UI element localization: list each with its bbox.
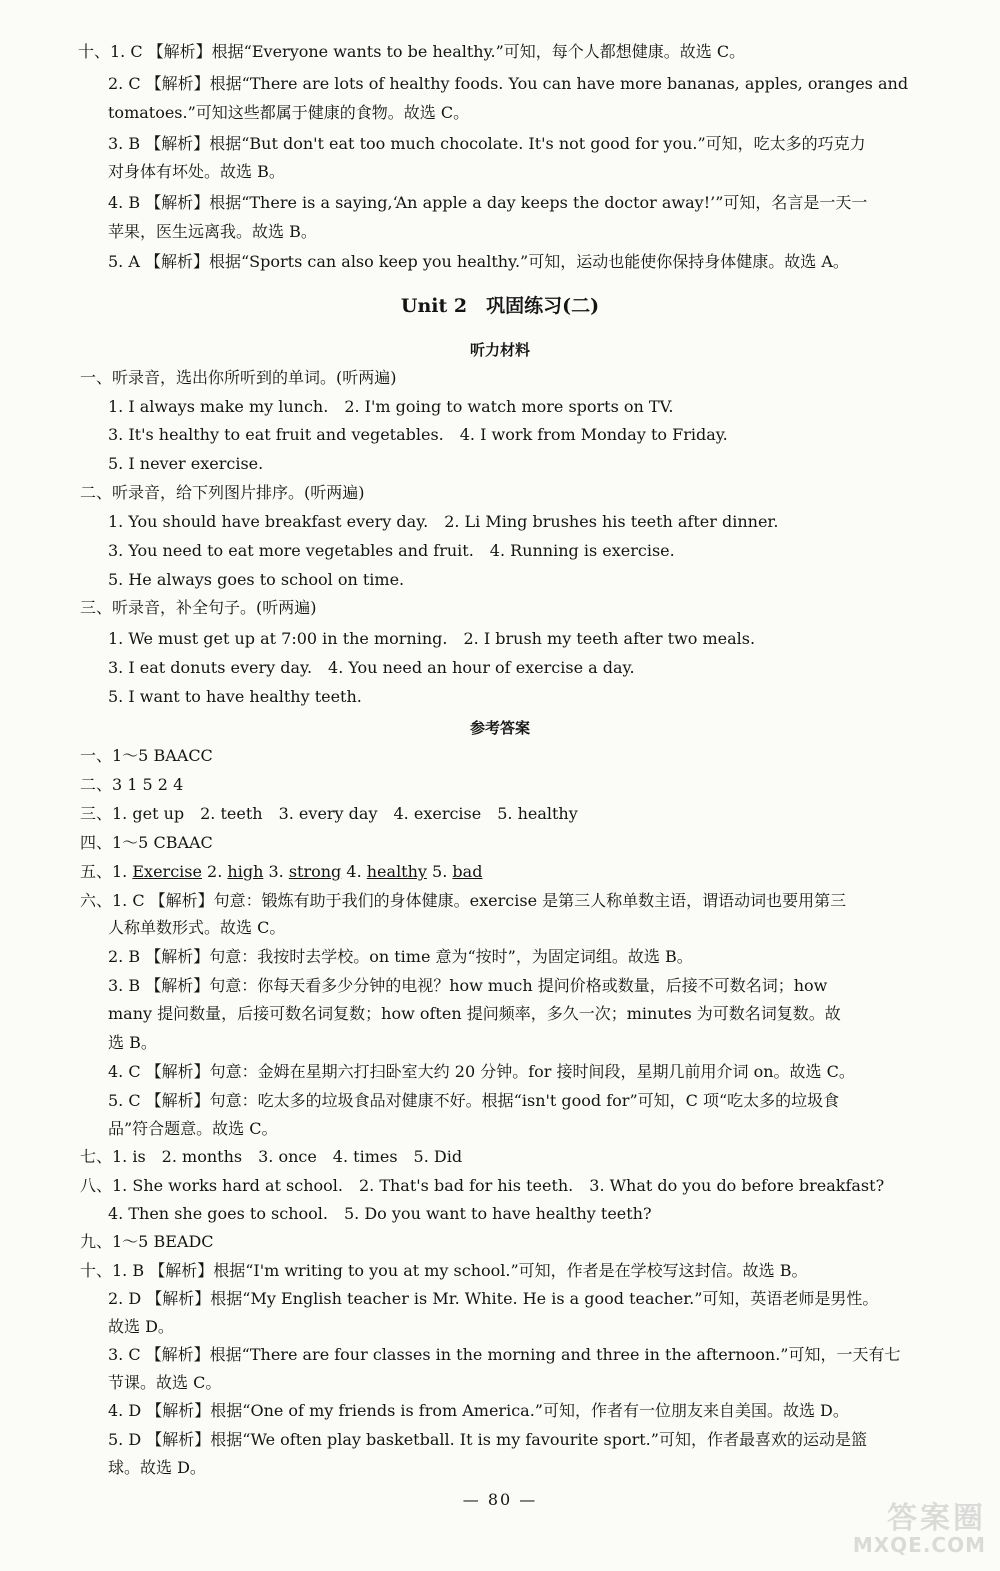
answer-line: 一、1～5 BAACC (80, 746, 213, 765)
text-line: 3. B 【解析】句意：你每天看多少分钟的电视？how much 提问价格或数量，后接不可数名词；how (108, 976, 828, 995)
text-line: many 提问数量，后接可数名词复数；how often 提问频率，多久一次；minutes 为可数名词复数。故 (108, 1004, 841, 1023)
text-line: 1. You should have breakfast every day. 2. Li Ming brushes his teeth after dinner. (108, 512, 779, 531)
question-heading: 一、听录音，选出你所听到的单词。(听两遍) (80, 368, 397, 387)
text-line: 苹果，医生远离我。故选 B。 (108, 222, 317, 241)
answer-number: 4. (346, 862, 362, 881)
text-line: 3. You need to eat more vegetables and fruit. 4. Running is exercise. (108, 541, 675, 560)
text-line: 4. C 【解析】句意：金姆在星期六打扫卧室大约 20 分钟。for 接时间段，星期几前用介词 on。故选 C。 (108, 1062, 855, 1081)
text-line: 十、1. C 【解析】根据“Everyone wants to be healthy.”可知，每个人都想健康。故选 C。 (78, 42, 746, 61)
page-number: — 80 — (462, 1490, 538, 1509)
answer-prefix: 五、1. (80, 862, 128, 881)
text-line: 六、1. C 【解析】句意：锻炼有助于我们的身体健康。exercise 是第三人称单数主语，谓语动词也要用第三 (80, 891, 847, 910)
text-line: 球。故选 D。 (108, 1458, 206, 1477)
unit-title: Unit 2 巩固练习(二) (400, 295, 600, 317)
answer-word: healthy (366, 862, 427, 881)
text-line: tomatoes.”可知这些都属于健康的食物。故选 C。 (108, 103, 470, 122)
text-line: 5. I never exercise. (108, 454, 264, 473)
text-line: 1. We must get up at 7:00 in the morning. 2. I brush my teeth after two meals. (108, 629, 756, 648)
watermark-logo (786, 1493, 986, 1563)
question-heading: 三、听录音，补全句子。(听两遍) (80, 598, 317, 617)
text-line: 品”符合题意。故选 C。 (108, 1119, 278, 1138)
answer-line: 四、1～5 CBAAC (80, 833, 213, 852)
text-line: 2. D 【解析】根据“My English teacher is Mr. White. He is a good teacher.”可知，英语老师是男性。 (108, 1289, 879, 1308)
text-line: 十、1. B 【解析】根据“I'm writing to you at my school.”可知，作者是在学校写这封信。故选 B。 (80, 1261, 808, 1280)
answer-word: high (227, 862, 264, 881)
section-heading: 参考答案 (469, 719, 530, 737)
watermark-text-top: 答案圈 (887, 1501, 986, 1536)
answer-line: 二、3 1 5 2 4 (80, 775, 184, 794)
text-line: 2. B 【解析】句意：我按时去学校。on time 意为“按时”，为固定词组。故选 B。 (108, 947, 693, 966)
answer-line (0, 858, 1000, 886)
text-line: 节课。故选 C。 (108, 1373, 222, 1392)
text-line: 3. It's healthy to eat fruit and vegetables. 4. I work from Monday to Friday. (108, 425, 728, 444)
answer-word: Exercise (132, 862, 202, 881)
text-line: 5. I want to have healthy teeth. (108, 687, 362, 706)
text-line: 1. I always make my lunch. 2. I'm going to watch more sports on TV. (108, 397, 674, 416)
text-line: 5. D 【解析】根据“We often play basketball. It is my favourite sport.”可知，作者最喜欢的运动是篮 (108, 1430, 867, 1449)
watermark-text-bottom: MXQE.COM (852, 1533, 986, 1557)
answer-number: 3. (268, 862, 284, 881)
section-heading: 听力材料 (469, 341, 530, 359)
text-line: 故选 D。 (108, 1317, 174, 1336)
text-line: 5. A 【解析】根据“Sports can also keep you healthy.”可知，运动也能使你保持身体健康。故选 A。 (108, 252, 849, 271)
answer-word: bad (452, 862, 483, 881)
answer-line: 4. Then she goes to school. 5. Do you want to have healthy teeth? (108, 1204, 652, 1223)
text-line: 5. C 【解析】句意：吃太多的垃圾食品对健康不好。根据“isn't good for”可知，C 项“吃太多的垃圾食 (108, 1091, 840, 1110)
answer-line: 七、1. is 2. months 3. once 4. times 5. Did (80, 1147, 463, 1166)
text-line: 对身体有坏处。故选 B。 (108, 162, 285, 181)
answer-word: strong (288, 862, 342, 881)
answer-number: 5. (432, 862, 448, 881)
answer-number: 2. (207, 862, 223, 881)
answer-line: 三、1. get up 2. teeth 3. every day 4. exercise 5. healthy (80, 804, 578, 823)
text-line: 选 B。 (108, 1033, 157, 1052)
answer-line: 八、1. She works hard at school. 2. That's bad for his teeth. 3. What do you do before breakfast? (80, 1176, 885, 1195)
text-line: 5. He always goes to school on time. (108, 570, 405, 589)
question-heading: 二、听录音，给下列图片排序。(听两遍) (80, 483, 365, 502)
answer-line: 九、1～5 BEADC (80, 1232, 214, 1251)
text-line: 4. D 【解析】根据“One of my friends is from America.”可知，作者有一位朋友来自美国。故选 D。 (108, 1401, 849, 1420)
text-line: 3. I eat donuts every day. 4. You need an hour of exercise a day. (108, 658, 635, 677)
text-line: 人称单数形式。故选 C。 (108, 918, 286, 937)
text-line: 3. C 【解析】根据“There are four classes in the morning and three in the afternoon.”可知，一天有七 (108, 1345, 901, 1364)
text-line: 4. B 【解析】根据“There is a saying,‘An apple a day keeps the doctor away!’”可知，名言是一天一 (108, 193, 868, 212)
text-line: 3. B 【解析】根据“But don't eat too much chocolate. It's not good for you.”可知，吃太多的巧克力 (108, 134, 866, 153)
text-line: 2. C 【解析】根据“There are lots of healthy foods. You can have more bananas, apples, oranges and (108, 74, 909, 93)
